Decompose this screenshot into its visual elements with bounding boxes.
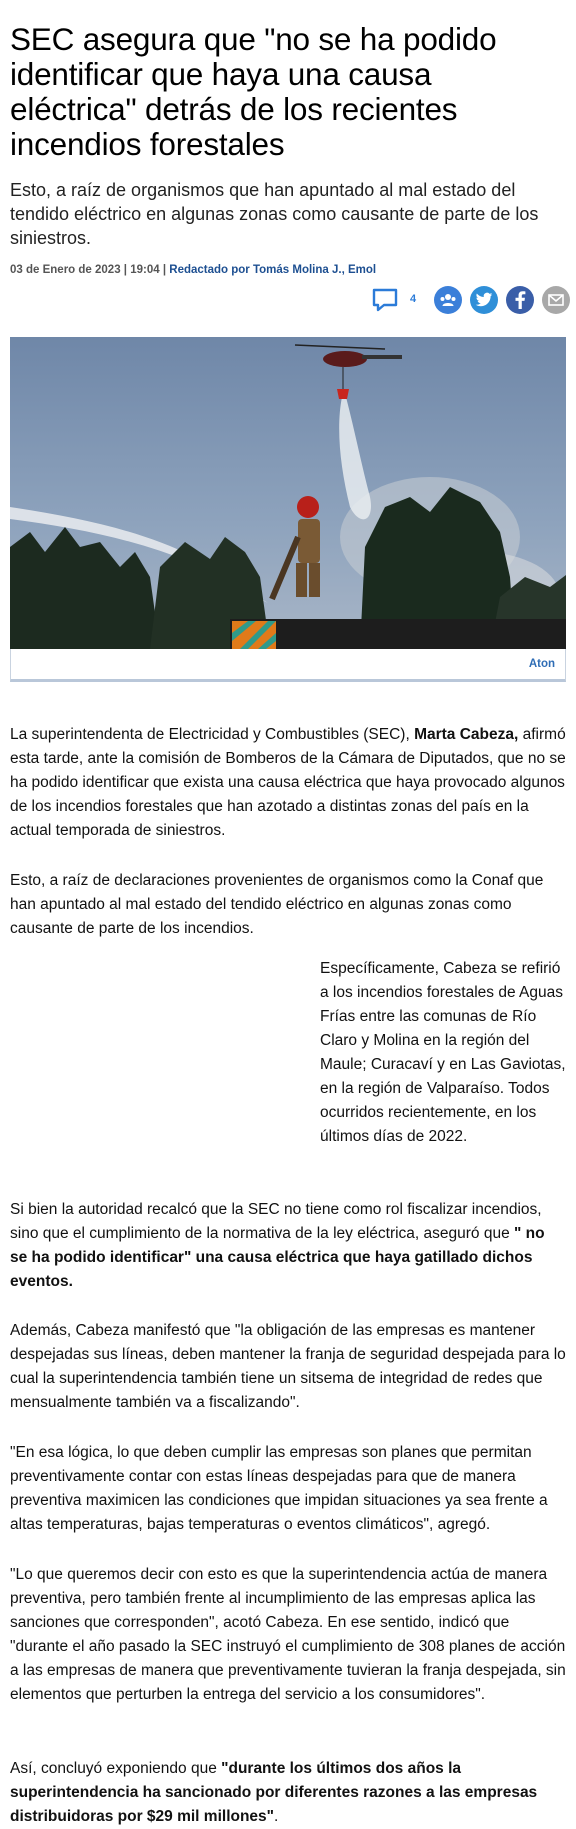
speech-bubble-icon[interactable] (372, 288, 398, 312)
paragraph-4: Además, Cabeza manifestó que "la obligación de las empresas es mantener despejadas sus líneas, deben mantener la franja de seguridad despejada para lo cual la superintendencia también tiene un sitsema de integridad de redes que mensualmente también va a fiscalizando". (10, 1322, 566, 1411)
bold-quote: " no se ha podido identificar" una causa eléctrica que haya gatillado dichos eventos. (10, 1225, 545, 1290)
photo-credit: Aton (528, 658, 555, 670)
meta-separator: | (162, 264, 167, 276)
paragraph-7 (10, 1757, 566, 1829)
paragraph-text: . (274, 1808, 279, 1825)
facebook-icon[interactable] (506, 286, 534, 314)
paragraph-2: Esto, a raíz de declaraciones provenientes de organismos como la Conaf que han apuntado al mal estado del tendido eléctrico en algunas zonas como causante de parte de los incendios. (10, 872, 544, 937)
community-icon[interactable] (434, 286, 462, 314)
social-bar (0, 284, 576, 316)
side-paragraph: Específicamente, Cabeza se refirió a los incendios forestales de Aguas Frías entre las comunas de Río Claro y Molina en la región del Maule; Curacaví y en Las Gaviotas, en la región de Valparaíso. Todos ocurridos recientemente, en los últimos días de 2022. (320, 960, 566, 1145)
author-link[interactable]: Redactado por Tomás Molina J., Emol (169, 264, 377, 276)
paragraph-text: La superintendenta de Electricidad y Combustibles (SEC), (10, 726, 415, 743)
paragraph-5: "En esa lógica, lo que deben cumplir las empresas son planes que permitan preventivamente contar con estas líneas despejadas para que de manera preventiva maximicen las condiciones que impidan situaciones ya sea frente a altas temperaturas, bajas temperaturas o eventos climáticos", agregó. (10, 1444, 548, 1533)
article-meta (10, 264, 376, 276)
paragraph-text: afirmó esta tarde, ante la comisión de Bomberos de la Cámara de Diputados, que no se ha podido identificar que exista una causa eléctrica que haya provocado algunos de los incendios forestales que han azotado a distintas zonas del país en la actual temporada de siniestros. (10, 726, 566, 839)
email-icon[interactable] (542, 286, 570, 314)
paragraph-text: Así, concluyó exponiendo que (10, 1760, 222, 1777)
article-title: SEC asegura que "no se ha podido identificar que haya una causa eléctrica" detrás de los recientes incendios forestales (10, 21, 497, 162)
article-subtitle: Esto, a raíz de organismos que han apuntado al mal estado del tendido eléctrico en algunas zonas como causante de parte de los siniestros. (10, 180, 539, 248)
paragraph-1 (10, 723, 566, 843)
meta-separator: | (123, 264, 128, 276)
bold-name: Marta Cabeza, (414, 726, 519, 743)
publish-date: 03 de Enero de 2023 (10, 264, 121, 276)
article-photo (10, 337, 566, 649)
paragraph-text: Si bien la autoridad recalcó que la SEC no tiene como rol fiscalizar incendios, sino que el cumplimiento de la normativa de la ley eléctrica, aseguró que (10, 1201, 542, 1242)
publish-time: 19:04 (130, 264, 160, 276)
comment-count[interactable]: 4 (410, 293, 417, 305)
photo-caption (10, 649, 566, 682)
paragraph-3 (10, 1198, 566, 1294)
bold-quote: "durante los últimos dos años la superintendencia ha sancionado por diferentes razones a las empresas distribuidoras por $29 mil millones" (10, 1760, 538, 1825)
twitter-icon[interactable] (470, 286, 498, 314)
paragraph-6: "Lo que queremos decir con esto es que la superintendencia actúa de manera preventiva, pero también frente al incumplimiento de las empresas aplica las sanciones que corresponden", acotó Cabeza. En ese sentido, indicó que "durante el año pasado la SEC instruyó el cumplimiento de 308 planes de acción a las empresas de manera que preventivamente tuvieran la franja despejada, sin elementos que perturben la entrega del servicio a los consumidores". (10, 1566, 566, 1703)
